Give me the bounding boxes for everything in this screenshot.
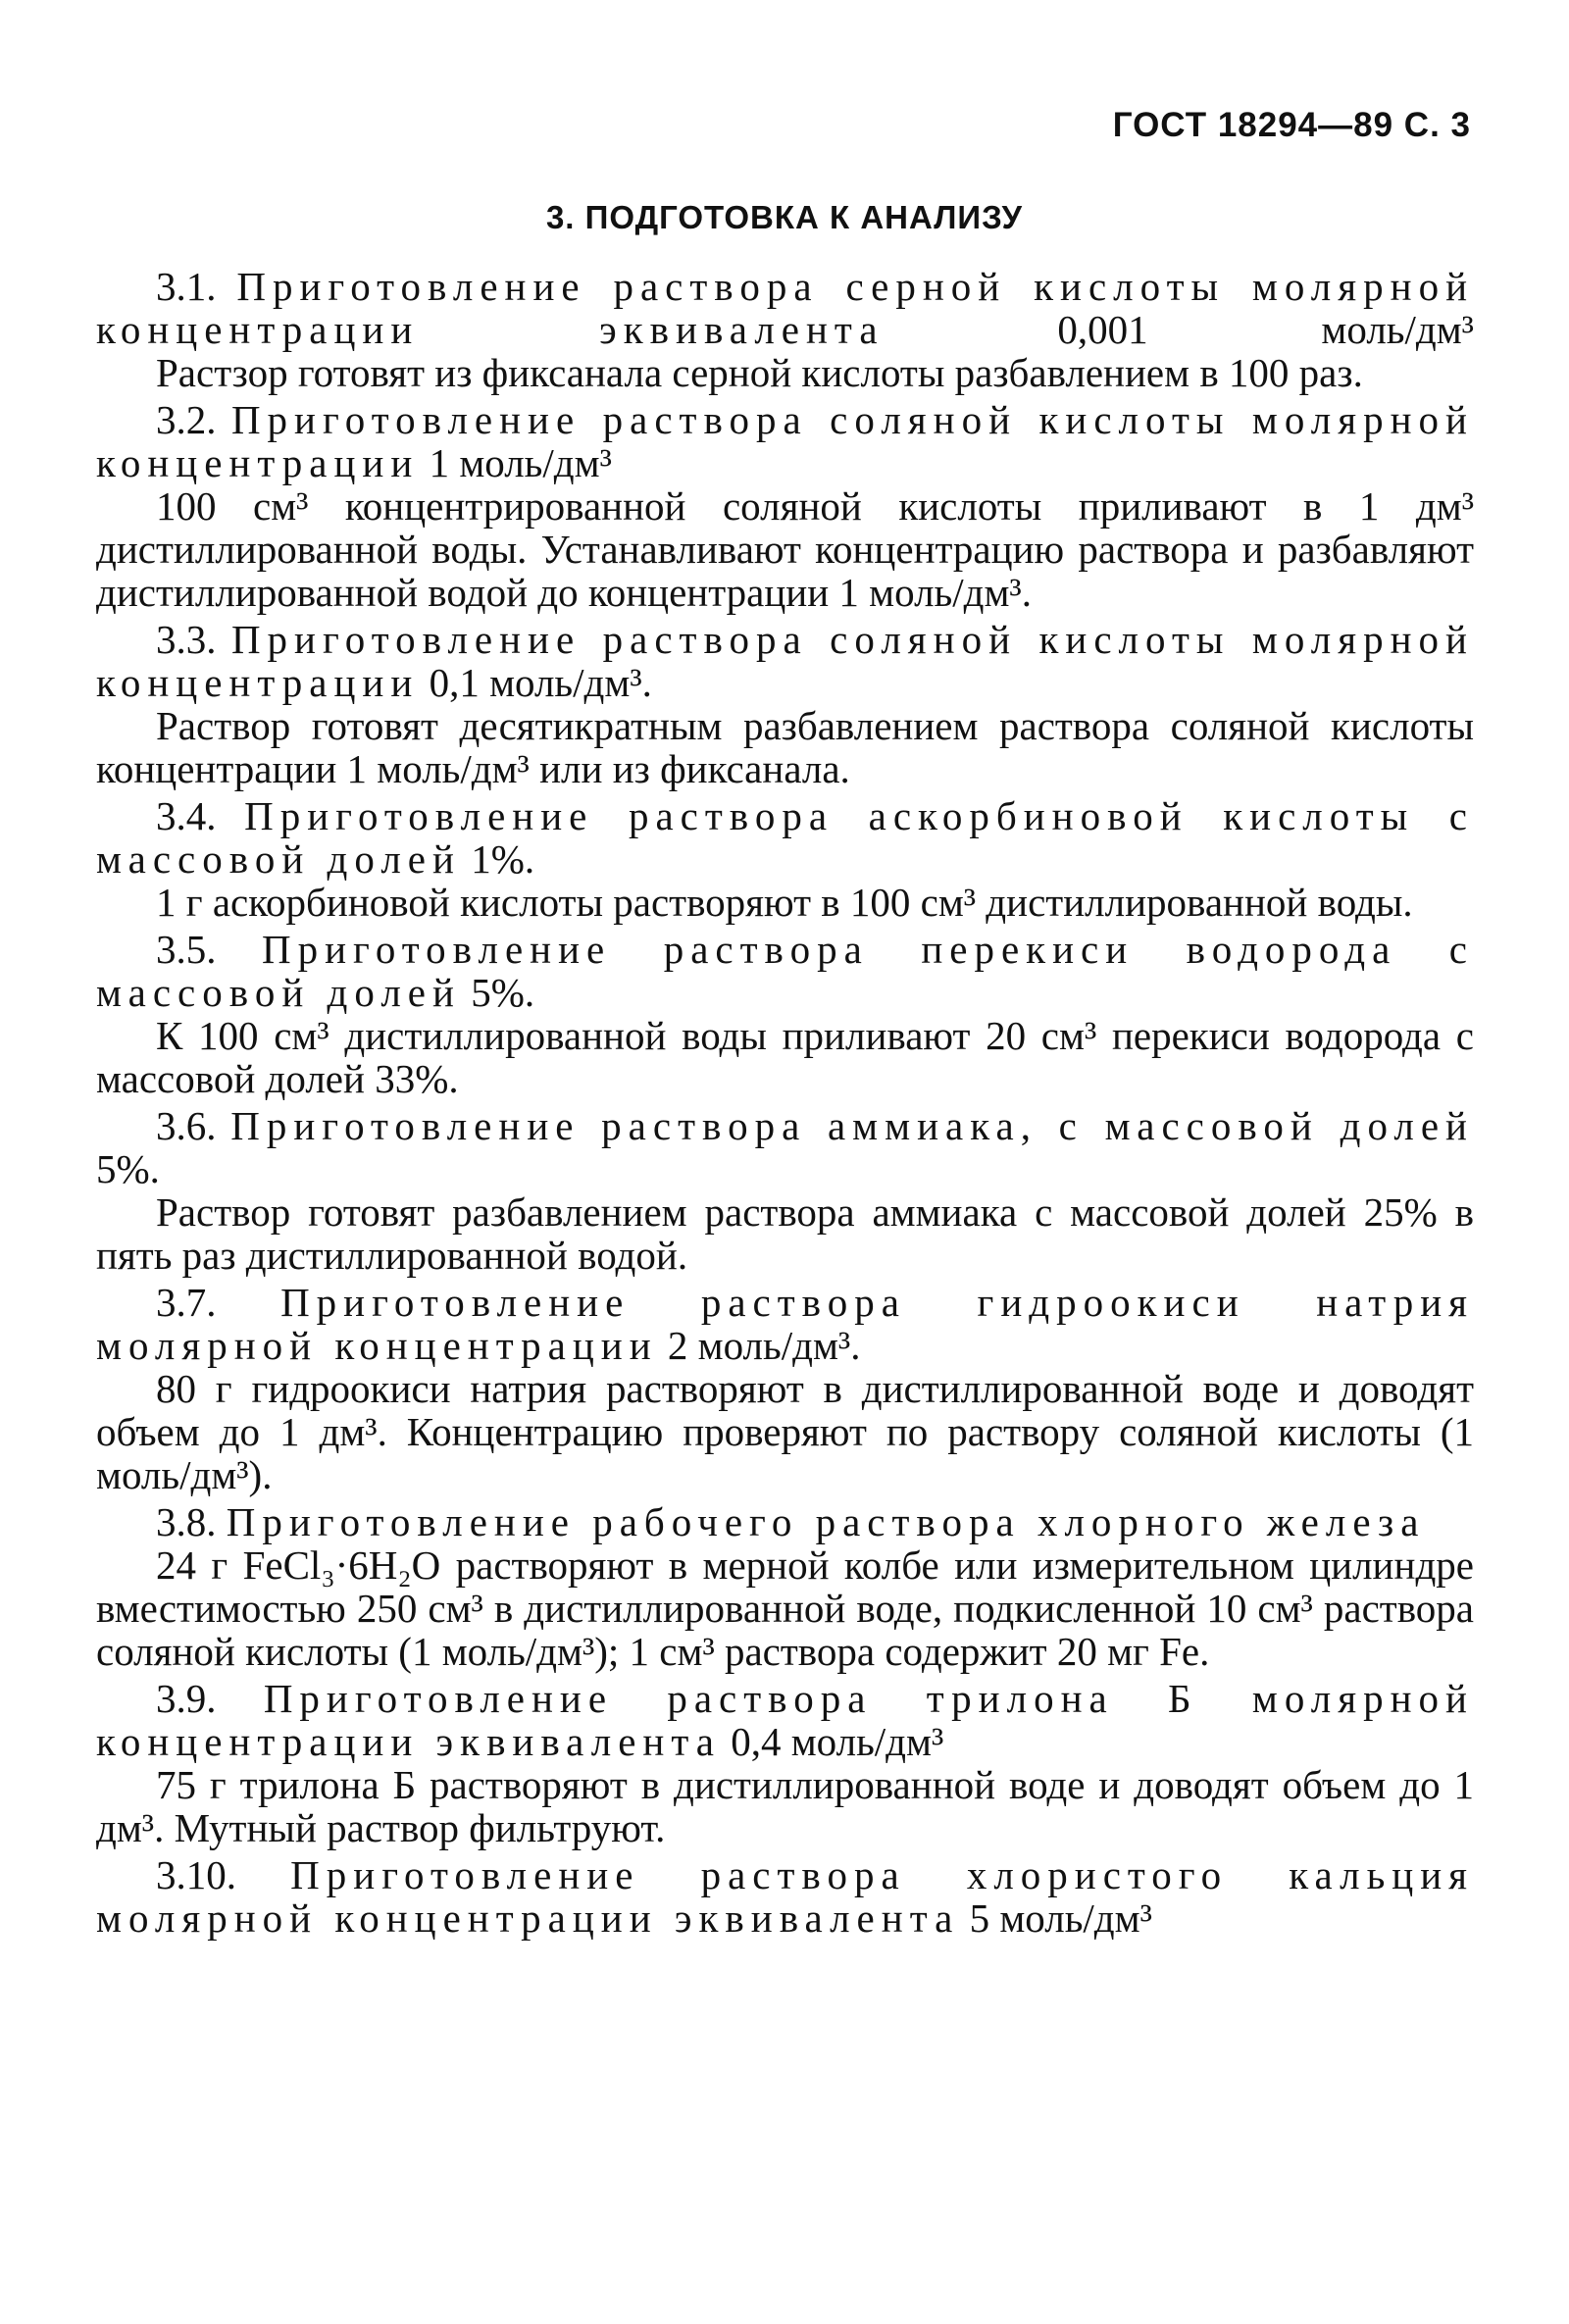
subsection-number: 3.7. [156,1280,217,1325]
subsection-heading [96,1281,1474,1367]
heading-text: Приготовление раствора хлористого кальция молярной концентрации эквивалента [96,1852,1475,1941]
subsection-body: 100 см³ концентрированной соляной кислоты приливают в 1 дм³ дистиллированной воды. Устанавливают концентрацию раствора и разбавляют дистиллированной водой до концентрации 1 моль/дм³. [96,483,1474,615]
subsection-3-5 [96,928,1474,1100]
heading-text: Приготовление раствора аскорбиновой кислоты с массовой долей [96,793,1474,882]
section-content [96,265,1474,1944]
subsection-number: 3.5. [156,927,217,972]
subsection-heading [96,1677,1474,1763]
subsection-heading [96,928,1474,1014]
heading-value: 5%. [96,1146,160,1191]
subsection-number: 3.10. [156,1852,236,1897]
subsection-number: 3.2. [156,397,217,442]
heading-value: 0,001 моль/дм³ [884,307,1474,352]
subsection-heading [96,794,1474,881]
subsection-heading [96,1500,1474,1543]
subsection-body: 24 г FeCl₃·6H₂O растворяют в мерной колбе или измерительном цилиндре вместимостью 250 см³ в дистиллированной воде, подкисленной 10 см³ раствора соляной кислоты (1 моль/дм³); 1 см³ раствора содержит 20 мг Fe. [96,1542,1474,1674]
heading-text: Приготовление раствора соляной кислоты молярной концентрации [96,617,1474,705]
subsection-body: 1 г аскорбиновой кислоты растворяют в 100 см³ дистиллированной воды. [156,880,1413,925]
heading-value: 0,1 моль/дм³. [419,660,652,705]
heading-text: Приготовление раствора аммиака, с массовой долей [230,1103,1474,1148]
heading-text: Приготовление раствора гидроокиси натрия молярной концентрации [96,1280,1474,1368]
subsection-body: 75 г трилона Б растворяют в дистиллированной воде и доводят объем до 1 дм³. Мутный раствор фильтруют. [96,1762,1474,1850]
subsection-number: 3.1. [156,264,217,309]
heading-text: Приготовление раствора перекиси водорода с массовой долей [96,927,1474,1015]
heading-text: Приготовление раствора серной кислоты молярной концентрации эквивалента [96,264,1475,352]
subsection-body: Раствор готовят десятикратным разбавлением раствора соляной кислоты концентрации 1 моль/дм³ или из фиксанала. [96,703,1474,791]
subsection-body: 80 г гидроокиси натрия растворяют в дистиллированной воде и доводят объем до 1 дм³. Концентрацию проверяют по раствору соляной кислоты (1 моль/дм³). [96,1366,1474,1497]
heading-value: 0,4 моль/дм³ [720,1719,944,1764]
subsection-number: 3.6. [156,1103,217,1148]
section-title: 3. ПОДГОТОВКА К АНАЛИЗУ [545,199,1024,235]
subsection-3-2 [96,398,1474,614]
heading-value: 1%. [460,836,535,882]
subsection-number: 3.8. [156,1499,217,1544]
subsection-number: 3.4. [156,793,217,838]
heading-text: Приготовление рабочего раствора хлорного железа [226,1499,1426,1544]
subsection-3-9 [96,1677,1474,1849]
subsection-3-10 [96,1853,1474,1940]
heading-text: Приготовление раствора соляной кислоты молярной концентрации [96,397,1474,485]
subsection-number: 3.3. [156,617,217,662]
subsection-3-4 [96,794,1474,924]
heading-value: 2 моль/дм³. [657,1323,861,1368]
heading-text: Приготовление раствора трилона Б молярной концентрации эквивалента [96,1676,1474,1764]
subsection-heading [96,618,1474,704]
subsection-number: 3.9. [156,1676,217,1721]
subsection-heading [96,1853,1474,1940]
subsection-body: Растзор готовят из фиксанала серной кислоты разбавлением в 100 раз. [156,350,1363,395]
subsection-body: Раствор готовят разбавлением раствора аммиака с массовой долей 25% в пять раз дистиллированной водой. [96,1189,1474,1278]
subsection-3-6 [96,1104,1474,1277]
heading-value: 5%. [460,970,535,1015]
subsection-3-3 [96,618,1474,790]
subsection-3-7 [96,1281,1474,1496]
subsection-body: К 100 см³ дистиллированной воды приливают 20 см³ перекиси водорода с массовой долей 33%. [96,1013,1474,1101]
page-header: ГОСТ 18294—89 С. 3 [1112,106,1471,144]
subsection-heading [96,265,1474,351]
heading-value: 1 моль/дм³ [419,440,612,485]
subsection-heading [96,1104,1474,1190]
subsection-3-1 [96,265,1474,394]
heading-value: 5 моль/дм³ [959,1895,1152,1941]
subsection-3-8 [96,1500,1474,1673]
subsection-heading [96,398,1474,484]
